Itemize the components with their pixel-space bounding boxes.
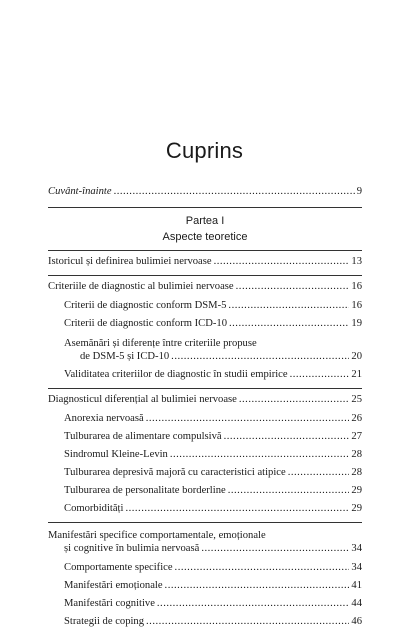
toc-entry-label: Anorexia nervoasă	[64, 413, 144, 424]
leader-dots	[125, 503, 349, 514]
toc-entry[interactable]	[48, 394, 362, 409]
divider	[48, 275, 362, 276]
toc-entry-label: Tulburarea de alimentare compulsivă	[64, 431, 222, 442]
toc-subentry[interactable]	[64, 598, 362, 613]
toc-entry-page: 28	[351, 467, 362, 478]
leader-dots	[239, 394, 350, 405]
leader-dots	[171, 351, 349, 362]
toc-subentry[interactable]	[64, 336, 362, 366]
leader-dots	[288, 467, 350, 478]
toc-entry-label: Manifestări specifice comportamentale, emoționale	[48, 530, 266, 541]
toc-subentry[interactable]	[64, 300, 362, 315]
divider	[48, 522, 362, 523]
toc-entry-page: 9	[356, 186, 362, 197]
toc-entry-label: Cuvânt-înainte	[48, 186, 112, 197]
toc-entry-label: Asemănări și diferențe între criteriile propuse	[64, 338, 257, 349]
toc-entry-page: 41	[351, 580, 362, 591]
toc-entry-label: Comorbidități	[64, 503, 124, 514]
toc-section	[48, 281, 362, 384]
toc-entry-page: 26	[351, 413, 362, 424]
toc-entry-page: 29	[351, 503, 362, 514]
divider	[48, 250, 362, 251]
leader-dots	[201, 543, 349, 554]
toc-entry-page: 28	[351, 449, 362, 460]
leader-dots	[146, 413, 350, 424]
toc-entry-label: Manifestări emoționale	[64, 580, 163, 591]
toc-entry-page: 34	[351, 543, 362, 554]
toc-entry-label: Tulburarea de personalitate borderline	[64, 485, 226, 496]
toc-entry-page: 34	[351, 562, 362, 573]
toc-entry-label: Diagnosticul diferențial al bulimiei nervoase	[48, 394, 237, 405]
toc-entry-label: Criterii de diagnostic conform DSM-5	[64, 300, 227, 311]
toc-subentry[interactable]	[64, 431, 362, 446]
toc-entry-foreword[interactable]	[48, 186, 362, 201]
toc-subentry[interactable]	[64, 562, 362, 577]
toc-entry-label: Istoricul și definirea bulimiei nervoase	[48, 256, 212, 267]
toc-subentry[interactable]	[64, 467, 362, 482]
toc-entry-label: Tulburarea depresivă majoră cu caracteristici atipice	[64, 467, 286, 478]
leader-dots	[114, 186, 355, 197]
leader-dots	[236, 281, 350, 292]
toc-entry[interactable]	[48, 528, 362, 558]
divider	[48, 388, 362, 389]
toc-entry-page: 29	[351, 485, 362, 496]
leader-dots	[165, 580, 350, 591]
toc-entry-label: Criteriile de diagnostic al bulimiei nervoase	[48, 281, 234, 292]
toc-entry-label-continued: și cognitive în bulimia nervoasă	[64, 543, 200, 554]
leader-dots	[146, 616, 349, 627]
toc-subentry[interactable]	[64, 485, 362, 500]
leader-dots	[224, 431, 350, 442]
leader-dots	[228, 485, 350, 496]
leader-dots	[228, 300, 349, 311]
toc-entry-label: Manifestări cognitive	[64, 598, 155, 609]
toc-entry-page: 16	[351, 281, 362, 292]
toc-entry-page: 25	[351, 394, 362, 405]
toc-entry-page: 13	[351, 256, 362, 267]
toc-section	[48, 528, 362, 631]
toc-entry[interactable]	[48, 256, 362, 271]
toc-subentry[interactable]	[64, 449, 362, 464]
toc-entry-page: 21	[351, 369, 362, 380]
toc-sections	[48, 256, 362, 631]
leader-dots	[170, 449, 350, 460]
toc-subentry[interactable]	[64, 616, 362, 631]
part-number: Partea I	[185, 215, 225, 227]
toc-entry-label: Criterii de diagnostic conform ICD-10	[64, 318, 227, 329]
toc-entry-page: 44	[351, 598, 362, 609]
leader-dots	[157, 598, 350, 609]
toc-entry-label: Validitatea criteriilor de diagnostic în studii empirice	[64, 369, 288, 380]
toc-entry-page: 46	[351, 616, 362, 627]
toc-section	[48, 394, 362, 518]
toc-entry-page: 16	[351, 300, 362, 311]
toc-section	[48, 256, 362, 271]
toc-subentry[interactable]	[64, 318, 362, 333]
toc-entry-label: Sindromul Kleine-Levin	[64, 449, 168, 460]
toc-entry-page: 19	[351, 318, 362, 329]
page-title: Cuprins	[165, 138, 244, 163]
toc-subentry[interactable]	[64, 413, 362, 428]
leader-dots	[214, 256, 350, 267]
toc-entry-label: Strategii de coping	[64, 616, 145, 627]
divider	[48, 207, 362, 208]
toc-subentry[interactable]	[64, 580, 362, 595]
leader-dots	[229, 318, 349, 329]
toc-entry-page: 27	[351, 431, 362, 442]
toc-subentry[interactable]	[64, 369, 362, 384]
toc-entry-page: 20	[351, 351, 362, 362]
leader-dots	[290, 369, 350, 380]
table-of-contents	[48, 186, 362, 634]
toc-subentry[interactable]	[64, 503, 362, 518]
toc-entry[interactable]	[48, 281, 362, 296]
toc-entry-label: Comportamente specifice	[64, 562, 173, 573]
toc-entry-label-continued: de DSM-5 și ICD-10	[80, 351, 170, 362]
leader-dots	[175, 562, 350, 573]
part-name: Aspecte teoretice	[162, 231, 248, 243]
